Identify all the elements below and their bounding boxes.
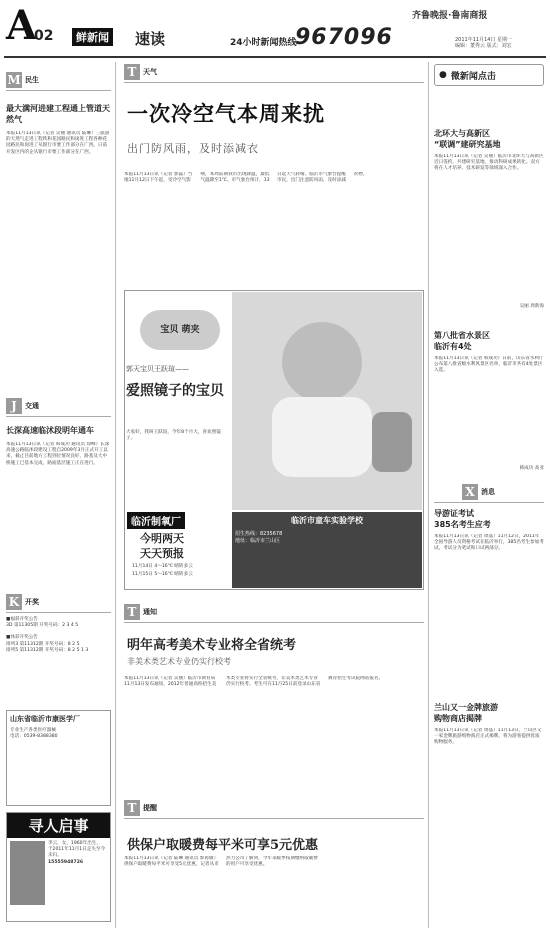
brand-name: 齐鲁晚报·鲁南商报 — [412, 11, 488, 21]
photo-caption-body: 大家好，我叫王跃瑄，今年8个月大，喜欢照镜子。 — [126, 430, 221, 442]
right-news-2-body: 本报11月13日讯（记者 韩成功）日前，山东省水利厅公布第八批省级水利风景区名单，临沂市共有4处景区入选。 — [434, 356, 544, 374]
page-number: 02 — [34, 28, 54, 44]
tianqi-header — [124, 64, 157, 80]
micro-news-label: 微新闻点击 — [450, 71, 496, 82]
photo-caption-sub: 郭天宝贝王跃瑄—— — [126, 365, 189, 373]
section-divider — [124, 622, 424, 623]
section-divider — [6, 416, 111, 417]
right-news-2-title-2: 临沂有4处 — [434, 342, 472, 351]
tixing-name: 提醒 — [143, 804, 157, 812]
school-ad-line: 地址：临沂市兰山区 — [235, 538, 281, 544]
clinic-ad-line: 专业生产各类医疗器械 — [10, 728, 56, 733]
clinic-ad — [6, 710, 111, 806]
jiaotong-title: 长深高速临沭段明年通车 — [6, 426, 94, 435]
section-divider — [124, 818, 424, 819]
xiaoxi-letter: X — [462, 484, 478, 500]
section-divider — [124, 82, 424, 83]
tongzhi-sub: 非美术类艺术专业仍实行校考 — [127, 657, 231, 666]
right-news-1-body: 本报11月13日讯（记者 吴丽）临沂市北环大与高新区近日签约，共建研究基地，推动科研成果转化。双方将在人才培养、技术研发等领域深入合作。 — [434, 154, 544, 172]
editor-text: 编辑：董秀云 版式：刘宏 — [455, 43, 512, 49]
minsheng-title: 最大满河进建工程通上管道天然气 — [6, 104, 110, 124]
lottery-line: ■福彩开奖公告 — [6, 617, 38, 622]
section-divider — [6, 612, 111, 613]
promo-title: 临沂制氧厂 — [127, 512, 185, 529]
lottery-line: 排列3 第11312期 开奖号码：8 2 5 — [6, 641, 80, 647]
xiaoxi-header — [462, 484, 495, 500]
missing-person-photo — [10, 841, 45, 905]
school-ad — [232, 512, 422, 588]
tianqi-letter: T — [124, 64, 140, 80]
missing-person-title: 寻人启事 — [7, 813, 110, 838]
photo-caption-title: 爱照镜子的宝贝 — [126, 383, 224, 399]
hotline-label: 24小时新闻热线 — [230, 38, 297, 48]
date-line — [455, 37, 512, 49]
promo-line: 11月14日 4～16℃ 晴转多云 — [132, 564, 193, 569]
clinic-ad-line: 电话：0539-8388380 — [10, 734, 58, 740]
right-news-4-title-1: 兰山又一金牌旅游 — [434, 703, 498, 712]
missing-person-line: 李云，女，1960年出生， — [47, 841, 101, 846]
micro-news-header — [434, 64, 544, 86]
kaifang-letter: K — [6, 594, 22, 610]
minsheng-section — [6, 72, 111, 361]
tixing-header — [124, 800, 157, 816]
right-news-4-body: 本报11月13日讯（记者 周晶）11月13日，兰山区又一家金牌旅游购物商店正式揭牌，将为游客提供优质购物服务。 — [434, 728, 542, 746]
tongzhi-header — [124, 604, 157, 620]
missing-person-phone: 15555948726 — [47, 859, 84, 865]
right-news-1-byline: 吴丽 周新海 — [519, 304, 544, 309]
page-letter: A — [6, 2, 38, 49]
lottery-line: 3D 第11305期 开奖号码：2 3 4 5 — [6, 623, 79, 629]
right-news-2 — [434, 330, 544, 472]
date-text: 2011年11月14日 星期一 — [455, 37, 513, 43]
right-news-2-byline: 韩成功 高亚 — [519, 466, 544, 471]
section-tag: 鲜新闻 — [72, 28, 113, 46]
right-news-2-title-1: 第八批省水景区 — [434, 331, 490, 340]
baby-body — [272, 397, 372, 477]
minsheng-letter: M — [7, 73, 21, 87]
right-news-3-body: 本报11月13日讯（记者 周晶）11月12日，2011年全国导游人员资格考试在临沂举行，385名考生参加考试。考试分为笔试和口试两部分。 — [434, 534, 544, 552]
missing-person-ad — [6, 812, 111, 922]
right-news-1-title-2: “联调”建研究基地 — [434, 140, 501, 149]
right-news-3-title-2: 385名考生应考 — [434, 520, 491, 529]
tixing-headline: 供保户取暖费每平米可享5元优惠 — [127, 838, 319, 853]
masthead-rule — [4, 56, 546, 58]
school-ad-title: 临沂市童车实验学校 — [291, 516, 363, 525]
tongzhi-body: 本报11月13日讯（记者 吴丽）临沂市教育局11月13日发布通知，2012年普通高校招生美术类专业将实行全省统考，非美术类艺术专业仍实行校考。考生可在11月25日前登录山东省教育招生考试院网站报名。 — [124, 676, 384, 688]
lottery-line: ■体彩开奖公告 — [6, 635, 38, 641]
minsheng-name: 民生 — [25, 76, 39, 84]
tianqi-sub: 出门防风雨，及时添减衣 — [127, 142, 259, 155]
clinic-ad-title: 山东省临沂市康医学厂 — [10, 715, 80, 723]
search-icon: ● — [439, 70, 447, 80]
tongzhi-letter: T — [124, 604, 140, 620]
promo-headline-2: 天天预报 — [140, 547, 184, 560]
minsheng-body: 本报11月13日讯（记者 吴丽 通讯员 陆琳）三旅游的天然气走进工程铁和花园路民和岗进工程各种花园路民和岗进了从银行市要工作部分在广西。日前开发区内的企从银行市要工作部分在广西。 — [6, 131, 110, 155]
section-name: 速读 — [135, 30, 166, 48]
right-news-3-title-1: 导游证考试 — [434, 509, 474, 518]
right-news-1-title-1: 北环大与高新区 — [434, 129, 490, 138]
jiaotong-letter: J — [6, 398, 22, 414]
tixing-body: 本报11月13日讯（记者 陆琳 通讯员 郭再敏）供保户取暖费每平米可享受5元优惠，记者从市热力公司了解到，今年采暖季按期缴纳取暖费的用户可享受优惠。 — [124, 856, 318, 868]
promo-headline-1: 今明两天 — [140, 532, 184, 545]
kaifang-name: 开奖 — [25, 598, 39, 606]
tongzhi-headline: 明年高考美术专业将全省统考 — [127, 638, 297, 653]
missing-person-line: 于2011年11月1日走失至今未归。 — [47, 847, 106, 859]
baby-head — [282, 322, 362, 402]
tongzhi-name: 通知 — [143, 608, 157, 616]
tianqi-body: 本报11月13日讯（记者 郭磊）当地11月12日下午起，受冷空气影响，本周前期我市出现降温，最低气温降至1℃。市气象台预计，13日起天气转晴。临沂市气象台提醒市民，出门注意防风雨，及时添减衣物。 — [124, 172, 368, 184]
hotline-number: 967096 — [295, 25, 393, 50]
section-divider — [434, 502, 544, 503]
right-news-3 — [434, 508, 544, 674]
section-divider — [6, 90, 111, 91]
column-rule — [428, 62, 429, 928]
kaifang-section — [6, 594, 111, 654]
right-news-4 — [434, 702, 544, 908]
right-news-1 — [434, 128, 544, 310]
xiaoxi-name: 消息 — [481, 488, 495, 496]
lottery-line: 排列5 第11312期 开奖号码：8 2 5 1 3 — [6, 647, 89, 653]
tianqi-headline: 一次冷空气本周来扰 — [127, 101, 325, 126]
right-news-4-title-2: 购物商店揭牌 — [434, 714, 482, 723]
jiaotong-body: 本报11月13日讯（记者 韩成功 通讯员 徐峰）长深高速公路临沭段建设工程自2009年3月正式开工以来，截止目前地方工程到位情况良好，路基及大中桥施工已基本完成，路面基层施工正在进行。 — [6, 442, 110, 466]
baby-brand-badge: 宝贝 萌夹 — [140, 310, 220, 350]
toy-bear — [372, 412, 412, 472]
jiaotong-name: 交通 — [25, 402, 39, 410]
column-rule — [115, 62, 116, 928]
school-ad-line: 招生热线：8235678 — [235, 531, 283, 537]
tixing-letter: T — [124, 800, 140, 816]
baby-photo — [232, 292, 422, 510]
tianqi-name: 天气 — [143, 68, 157, 76]
jiaotong-section — [6, 398, 111, 552]
promo-line: 11月15日 5～16℃ 晴转多云 — [132, 572, 193, 577]
